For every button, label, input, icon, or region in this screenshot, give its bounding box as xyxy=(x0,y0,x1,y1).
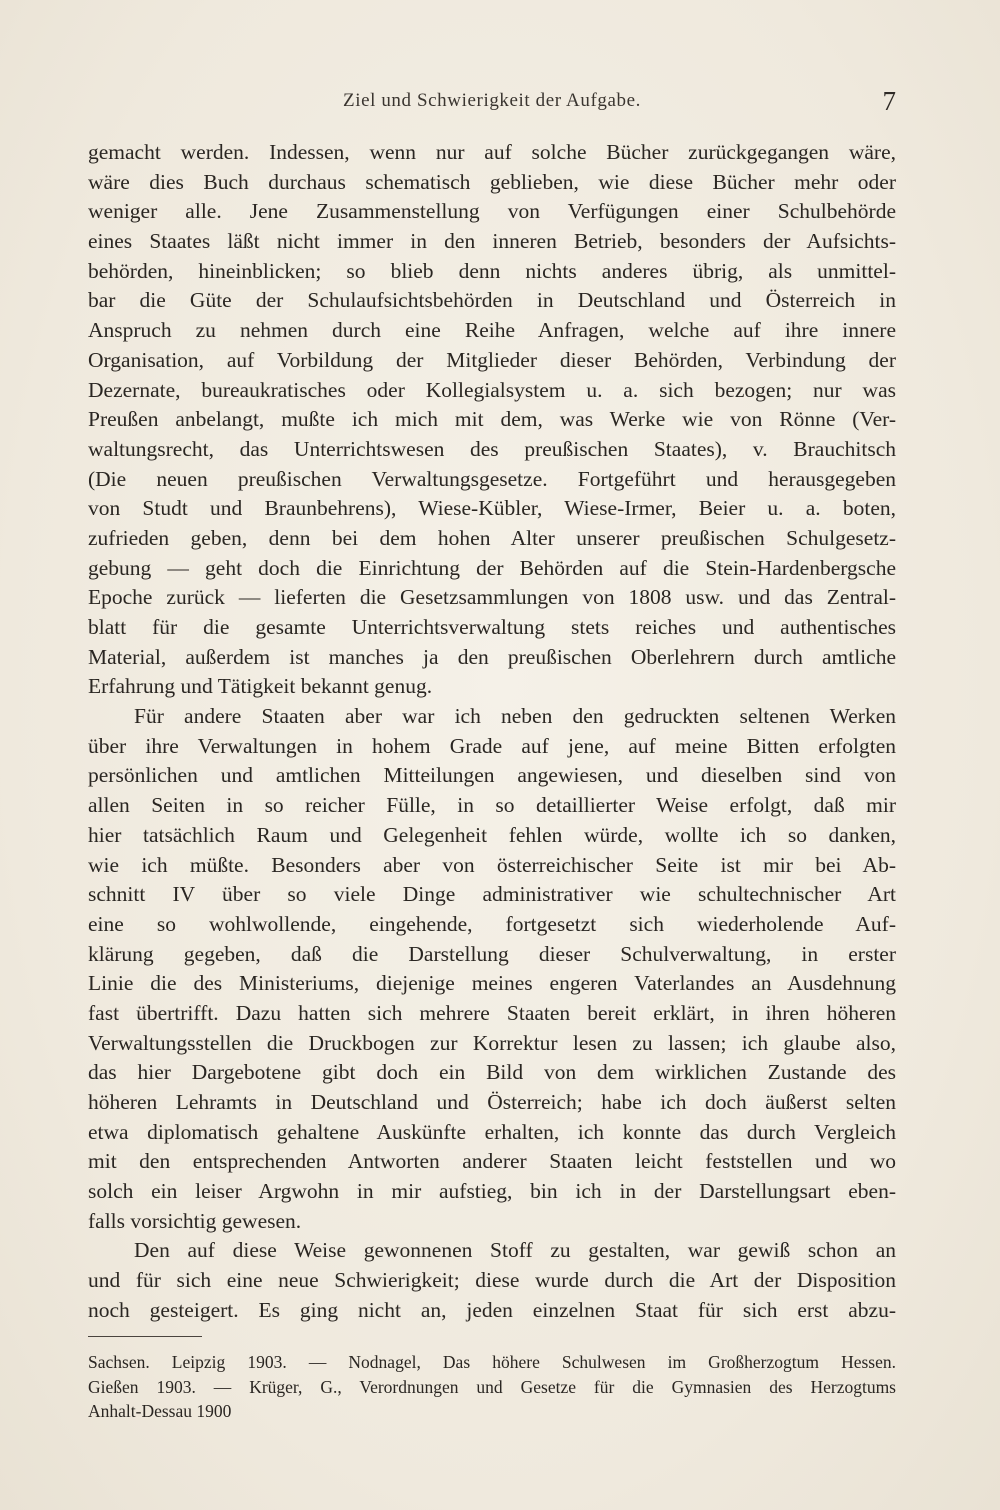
text-line: (Die neuen preußischen Verwaltungsgesetze. Fortgeführt und herausgegeben xyxy=(88,466,896,491)
text-line: von Studt und Braunbehrens), Wiese-Kübler, Wiese-Irmer, Beier u. a. boten, xyxy=(88,496,896,521)
page-number: 7 xyxy=(882,86,896,116)
text-line: behörden, hineinblicken; so blieb denn nichts anderes übrig, als unmittel- xyxy=(88,258,896,283)
footnote-divider xyxy=(88,1336,202,1337)
running-title: Ziel und Schwierigkeit der Aufgabe. xyxy=(342,90,641,111)
footnote-line: Gießen 1903. — Krüger, G., Verordnungen und Gesetze für die Gymnasien des Herzogtums xyxy=(88,1376,896,1397)
text-line: etwa diplomatisch gehaltene Auskünfte erhalten, ich konnte das durch Vergleich xyxy=(88,1119,896,1144)
text-line: persönlichen und amtlichen Mitteilungen angewiesen, und dieselben sind von xyxy=(88,763,896,788)
text-line: höheren Lehramts in Deutschland und Österreich; habe ich doch äußerst selten xyxy=(88,1090,896,1114)
text-line: noch gesteigert. Es ging nicht an, jeden einzelnen Staat für sich erst abzu- xyxy=(88,1297,896,1322)
text-line: wäre dies Buch durchaus schematisch geblieben, wie diese Bücher mehr oder xyxy=(88,169,896,194)
footnote xyxy=(88,1350,896,1424)
text-line: Anspruch zu nehmen durch eine Reihe Anfragen, welche auf ihre innere xyxy=(88,318,896,343)
text-line: bar die Güte der Schulaufsichtsbehörden in Deutschland und Österreich in xyxy=(88,288,896,313)
text-line: Organisation, auf Vorbildung der Mitglieder dieser Behörden, Verbindung der xyxy=(88,347,896,372)
paragraph-start-line: Den auf diese Weise gewonnenen Stoff zu gestalten, war gewiß schon an xyxy=(134,1238,896,1263)
text-line: fast übertrifft. Dazu hatten sich mehrere Staaten bereit erklärt, in ihren höheren xyxy=(88,1000,896,1025)
text-line: über ihre Verwaltungen in hohem Grade auf jene, auf meine Bitten erfolgten xyxy=(88,733,896,758)
text-line: Material, außerdem ist manches ja den preußischen Oberlehrern durch amtliche xyxy=(88,644,896,669)
text-line: weniger alle. Jene Zusammenstellung von Verfügungen einer Schulbehörde xyxy=(88,199,896,224)
footnote-line: Sachsen. Leipzig 1903. — Nodnagel, Das höhere Schulwesen im Großherzogtum Hessen. xyxy=(88,1352,896,1372)
text-line: das hier Dargebotene gibt doch ein Bild von dem wirklichen Zustande des xyxy=(88,1060,896,1085)
paragraph-start-line: Für andere Staaten aber war ich neben den gedruckten seltenen Werken xyxy=(134,704,896,729)
paragraph-end-line: Erfahrung und Tätigkeit bekannt genug. xyxy=(88,674,433,699)
paragraph-end-line: falls vorsichtig gewesen. xyxy=(88,1208,302,1233)
text-line: mit den entsprechenden Antworten anderer Staaten leicht feststellen und wo xyxy=(88,1149,896,1174)
text-line: gebung — geht doch die Einrichtung der Behörden auf die Stein-Hardenbergsche xyxy=(88,555,896,580)
text-line: und für sich eine neue Schwierigkeit; diese wurde durch die Art der Disposition xyxy=(88,1268,896,1293)
running-head xyxy=(88,86,896,118)
text-line: klärung gegeben, daß die Darstellung dieser Schulverwaltung, in erster xyxy=(88,941,896,966)
text-line: Verwaltungsstellen die Druckbogen zur Korrektur lesen zu lassen; ich glaube also, xyxy=(88,1030,896,1055)
text-line: zufrieden geben, denn bei dem hohen Alter unserer preußischen Schulgesetz- xyxy=(88,525,896,550)
text-line: solch ein leiser Argwohn in mir aufstieg, bin ich in der Darstellungsart eben- xyxy=(88,1179,896,1204)
text-line: gemacht werden. Indessen, wenn nur auf solche Bücher zurückgegangen wäre, xyxy=(88,140,896,164)
text-line: Dezernate, bureaukratisches oder Kollegialsystem u. a. sich bezogen; nur was xyxy=(88,377,896,402)
text-line: allen Seiten in so reicher Fülle, in so detaillierter Weise erfolgt, daß mir xyxy=(88,793,896,818)
text-line: schnitt IV über so viele Dinge administrativer wie schultechnischer Art xyxy=(88,882,896,907)
text-line: blatt für die gesamte Unterrichtsverwaltung stets reiches und authentisches xyxy=(88,615,896,639)
text-line: wie ich müßte. Besonders aber von österreichischer Seite ist mir bei Ab- xyxy=(88,852,896,877)
text-line: Linie die des Ministeriums, diejenige meines engeren Vaterlandes an Ausdehnung xyxy=(88,971,896,996)
text-line: Epoche zurück — lieferten die Gesetzsammlungen von 1808 usw. und das Zentral- xyxy=(88,585,896,610)
footnote-line: Anhalt-Dessau 1900 xyxy=(88,1401,232,1421)
text-line: Preußen anbelangt, mußte ich mich mit dem, was Werke wie von Rönne (Ver- xyxy=(88,407,896,432)
text-line: eine so wohlwollende, eingehende, fortgesetzt sich wiederholende Auf- xyxy=(88,911,896,936)
text-line: hier tatsächlich Raum und Gelegenheit fehlen würde, wollte ich so danken, xyxy=(88,822,896,847)
body-text xyxy=(88,138,896,1326)
text-line: eines Staates läßt nicht immer in den inneren Betrieb, besonders der Aufsichts- xyxy=(88,229,896,254)
text-line: waltungsrecht, das Unterrichtswesen des preußischen Staates), v. Brauchitsch xyxy=(88,436,896,461)
